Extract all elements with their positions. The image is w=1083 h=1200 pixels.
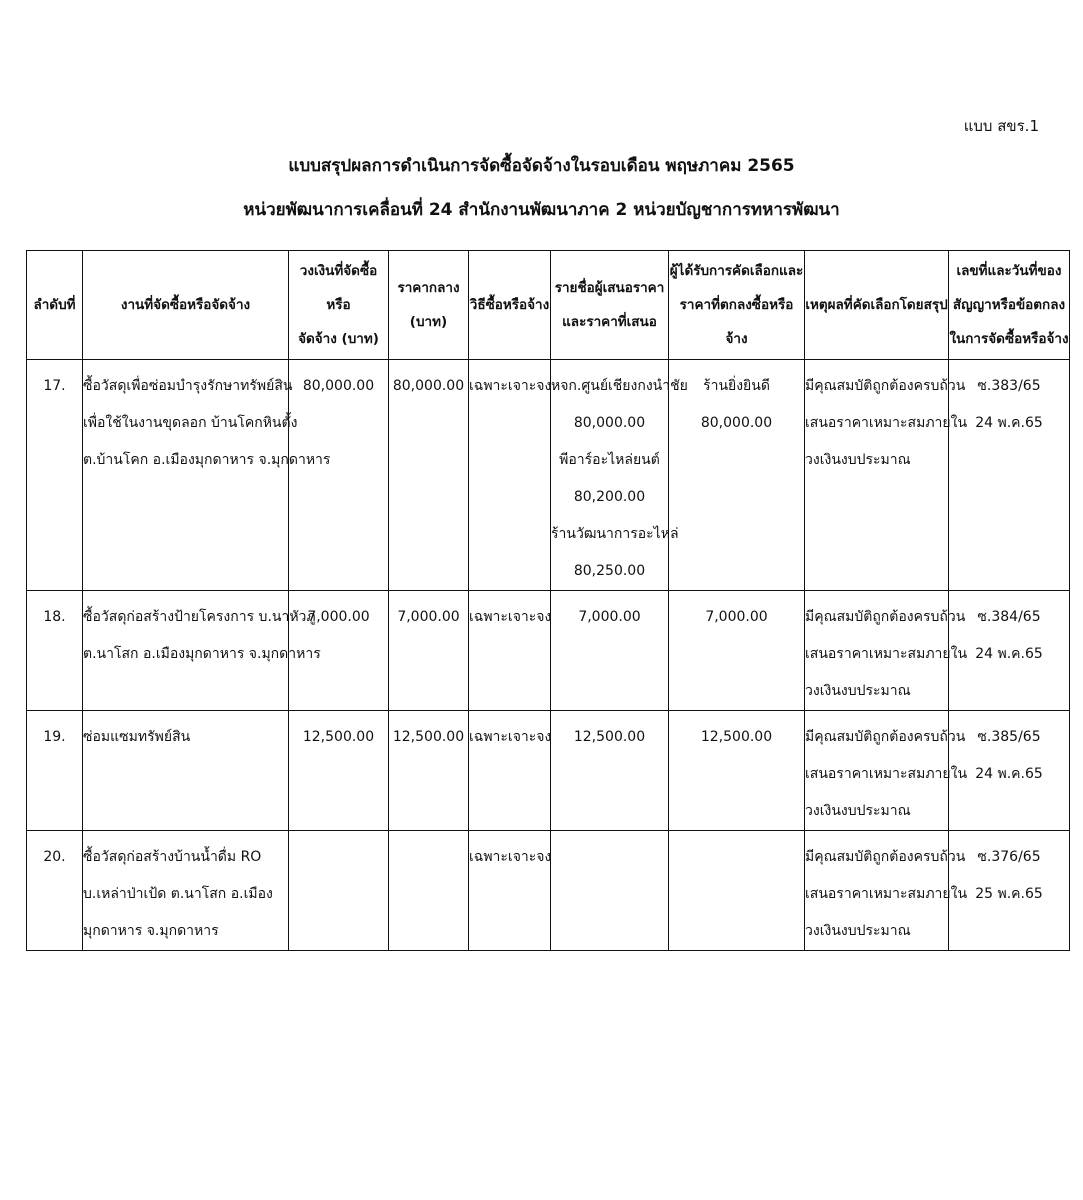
cell-median xyxy=(389,591,469,711)
method-value: เฉพาะเจาะจง xyxy=(469,378,552,394)
cell-winner xyxy=(669,711,805,831)
procurement-table xyxy=(26,250,1070,951)
cell-reason xyxy=(805,591,968,711)
budget-value: 12,500.00 xyxy=(302,729,375,745)
contract-line: ซ.385/65 xyxy=(977,729,1041,745)
work-line: บ.เหล่าป่าเป้ด ต.นาโสก อ.เมือง xyxy=(83,886,273,902)
cell-work xyxy=(83,360,331,591)
cell-budget xyxy=(289,360,389,591)
cell-budget xyxy=(289,711,389,831)
cell-no xyxy=(27,711,83,831)
row-number: 19. xyxy=(43,729,66,745)
table-row xyxy=(27,360,1070,591)
header-winner-line: ราคาที่ตกลงซื้อหรือจ้าง xyxy=(679,297,794,347)
work-line: ซื้อวัสดุเพื่อซ่อมบำรุงรักษาทรัพย์สิน xyxy=(83,378,293,394)
cell-method xyxy=(469,591,551,711)
bidder-line: 80,250.00 xyxy=(573,563,646,579)
reason-line: เสนอราคาเหมาะสมภายใน xyxy=(805,766,968,782)
reason-line: วงเงินงบประมาณ xyxy=(805,683,911,699)
bidder-line: พีอาร์อะไหล่ยนต์ xyxy=(559,452,660,468)
reason-line: เสนอราคาเหมาะสมภายใน xyxy=(805,415,968,431)
work-line: ซื้อวัสดุก่อสร้างบ้านน้ำดื่ม RO xyxy=(83,849,262,865)
cell-contract xyxy=(949,591,1070,711)
header-bidders-line: รายชื่อผู้เสนอราคา xyxy=(554,280,665,296)
cell-work xyxy=(83,711,289,831)
form-code: แบบ สขร.1 xyxy=(963,117,1039,135)
work-line: ซื้อวัสดุก่อสร้างป้ายโครงการ บ.นาหัวภู xyxy=(83,609,316,625)
cell-median xyxy=(389,831,469,951)
header-work xyxy=(83,251,289,360)
table-row xyxy=(27,591,1070,711)
budget-value: 7,000.00 xyxy=(307,609,370,625)
contract-line: 24 พ.ค.65 xyxy=(975,415,1043,431)
header-work-text: งานที่จัดซื้อหรือจัดจ้าง xyxy=(120,297,251,313)
contract-line: 25 พ.ค.65 xyxy=(975,886,1043,902)
header-budget xyxy=(289,251,389,360)
cell-bidders xyxy=(551,711,669,831)
cell-bidders xyxy=(551,360,688,591)
contract-line: ซ.376/65 xyxy=(977,849,1041,865)
method-value: เฉพาะเจาะจง xyxy=(469,729,552,745)
header-reason xyxy=(805,251,949,360)
cell-method xyxy=(469,360,551,591)
cell-median xyxy=(389,360,469,591)
reason-line: วงเงินงบประมาณ xyxy=(805,452,911,468)
bidder-line: 80,200.00 xyxy=(573,489,646,505)
median-value: 7,000.00 xyxy=(397,609,460,625)
cell-contract xyxy=(949,360,1070,591)
header-contract-line: สัญญาหรือข้อตกลง xyxy=(952,297,1066,313)
reason-line: มีคุณสมบัติถูกต้องครบถ้วน xyxy=(805,849,966,865)
row-number: 18. xyxy=(43,609,66,625)
header-median xyxy=(389,251,469,360)
header-median-line: ราคากลาง xyxy=(397,280,460,296)
cell-contract xyxy=(949,831,1070,951)
reason-line: มีคุณสมบัติถูกต้องครบถ้วน xyxy=(805,378,966,394)
cell-median xyxy=(389,711,469,831)
winner-line: 7,000.00 xyxy=(705,609,768,625)
header-method-text: วิธีซื้อหรือจ้าง xyxy=(469,297,550,313)
reason-line: วงเงินงบประมาณ xyxy=(805,803,911,819)
median-value: 12,500.00 xyxy=(392,729,465,745)
header-budget-line: วงเงินที่จัดซื้อหรือ xyxy=(299,263,378,313)
cell-reason xyxy=(805,711,968,831)
work-line: เพื่อใช้ในงานขุดลอก บ้านโคกหินตั้ง xyxy=(83,415,298,431)
row-number: 20. xyxy=(43,849,66,865)
cell-reason xyxy=(805,360,968,591)
bidder-line: 80,000.00 xyxy=(573,415,646,431)
header-no-text: ลำดับที่ xyxy=(33,297,76,313)
bidder-line: หจก.ศูนย์เชียงกงนำชัย xyxy=(551,378,688,394)
cell-winner xyxy=(669,591,805,711)
cell-bidders xyxy=(551,591,669,711)
reason-line: มีคุณสมบัติถูกต้องครบถ้วน xyxy=(805,729,966,745)
work-line: ต.บ้านโคก อ.เมืองมุกดาหาร จ.มุกดาหาร xyxy=(83,452,331,468)
work-line: ซ่อมแซมทรัพย์สิน xyxy=(83,729,191,745)
table-header-row xyxy=(27,251,1070,360)
header-no xyxy=(27,251,83,360)
cell-contract xyxy=(949,711,1070,831)
header-contract-line: เลขที่และวันที่ของ xyxy=(956,263,1062,279)
header-contract xyxy=(949,251,1070,360)
method-value: เฉพาะเจาะจง xyxy=(469,609,552,625)
winner-line: 80,000.00 xyxy=(700,415,773,431)
cell-work xyxy=(83,591,321,711)
cell-bidders xyxy=(551,831,669,951)
cell-work xyxy=(83,831,289,951)
header-winner-line: ผู้ได้รับการคัดเลือกและ xyxy=(669,263,804,279)
reason-line: มีคุณสมบัติถูกต้องครบถ้วน xyxy=(805,609,966,625)
cell-no xyxy=(27,831,83,951)
header-contract-line: ในการจัดซื้อหรือจ้าง xyxy=(949,331,1069,347)
header-bidders xyxy=(551,251,669,360)
cell-no xyxy=(27,360,83,591)
bidder-line: ร้านวัฒนาการอะไหล่ xyxy=(551,526,679,542)
table-row xyxy=(27,711,1070,831)
header-median-line: (บาท) xyxy=(409,314,448,330)
cell-reason xyxy=(805,831,968,951)
cell-no xyxy=(27,591,83,711)
cell-budget xyxy=(289,831,389,951)
reason-line: วงเงินงบประมาณ xyxy=(805,923,911,939)
winner-line: ร้านยิ่งยินดี xyxy=(703,378,770,394)
header-winner xyxy=(669,251,805,360)
winner-line: 12,500.00 xyxy=(700,729,773,745)
work-line: มุกดาหาร จ.มุกดาหาร xyxy=(83,923,219,939)
contract-line: ซ.384/65 xyxy=(977,609,1041,625)
contract-line: 24 พ.ค.65 xyxy=(975,646,1043,662)
work-line: ต.นาโสก อ.เมืองมุกดาหาร จ.มุกดาหาร xyxy=(83,646,321,662)
cell-winner xyxy=(669,360,805,591)
bidder-line: 12,500.00 xyxy=(573,729,646,745)
reason-line: เสนอราคาเหมาะสมภายใน xyxy=(805,886,968,902)
contract-line: ซ.383/65 xyxy=(977,378,1041,394)
report-subtitle: หน่วยพัฒนาการเคลื่อนที่ 24 สำนักงานพัฒนาภาค 2 หน่วยบัญชาการทหารพัฒนา xyxy=(243,200,840,220)
header-bidders-line: และราคาที่เสนอ xyxy=(562,314,657,330)
header-method xyxy=(469,251,551,360)
method-value: เฉพาะเจาะจง xyxy=(469,849,552,865)
row-number: 17. xyxy=(43,378,66,394)
report-title: แบบสรุปผลการดำเนินการจัดซื้อจัดจ้างในรอบเดือน พฤษภาคม 2565 xyxy=(288,156,795,176)
budget-value: 80,000.00 xyxy=(302,378,375,394)
cell-winner xyxy=(669,831,805,951)
header-reason-text: เหตุผลที่คัดเลือกโดยสรุป xyxy=(805,297,948,313)
reason-line: เสนอราคาเหมาะสมภายใน xyxy=(805,646,968,662)
contract-line: 24 พ.ค.65 xyxy=(975,766,1043,782)
cell-method xyxy=(469,831,551,951)
table-row xyxy=(27,831,1070,951)
bidder-line: 7,000.00 xyxy=(578,609,641,625)
header-budget-line: จัดจ้าง (บาท) xyxy=(298,331,379,347)
median-value: 80,000.00 xyxy=(392,378,465,394)
cell-method xyxy=(469,711,551,831)
